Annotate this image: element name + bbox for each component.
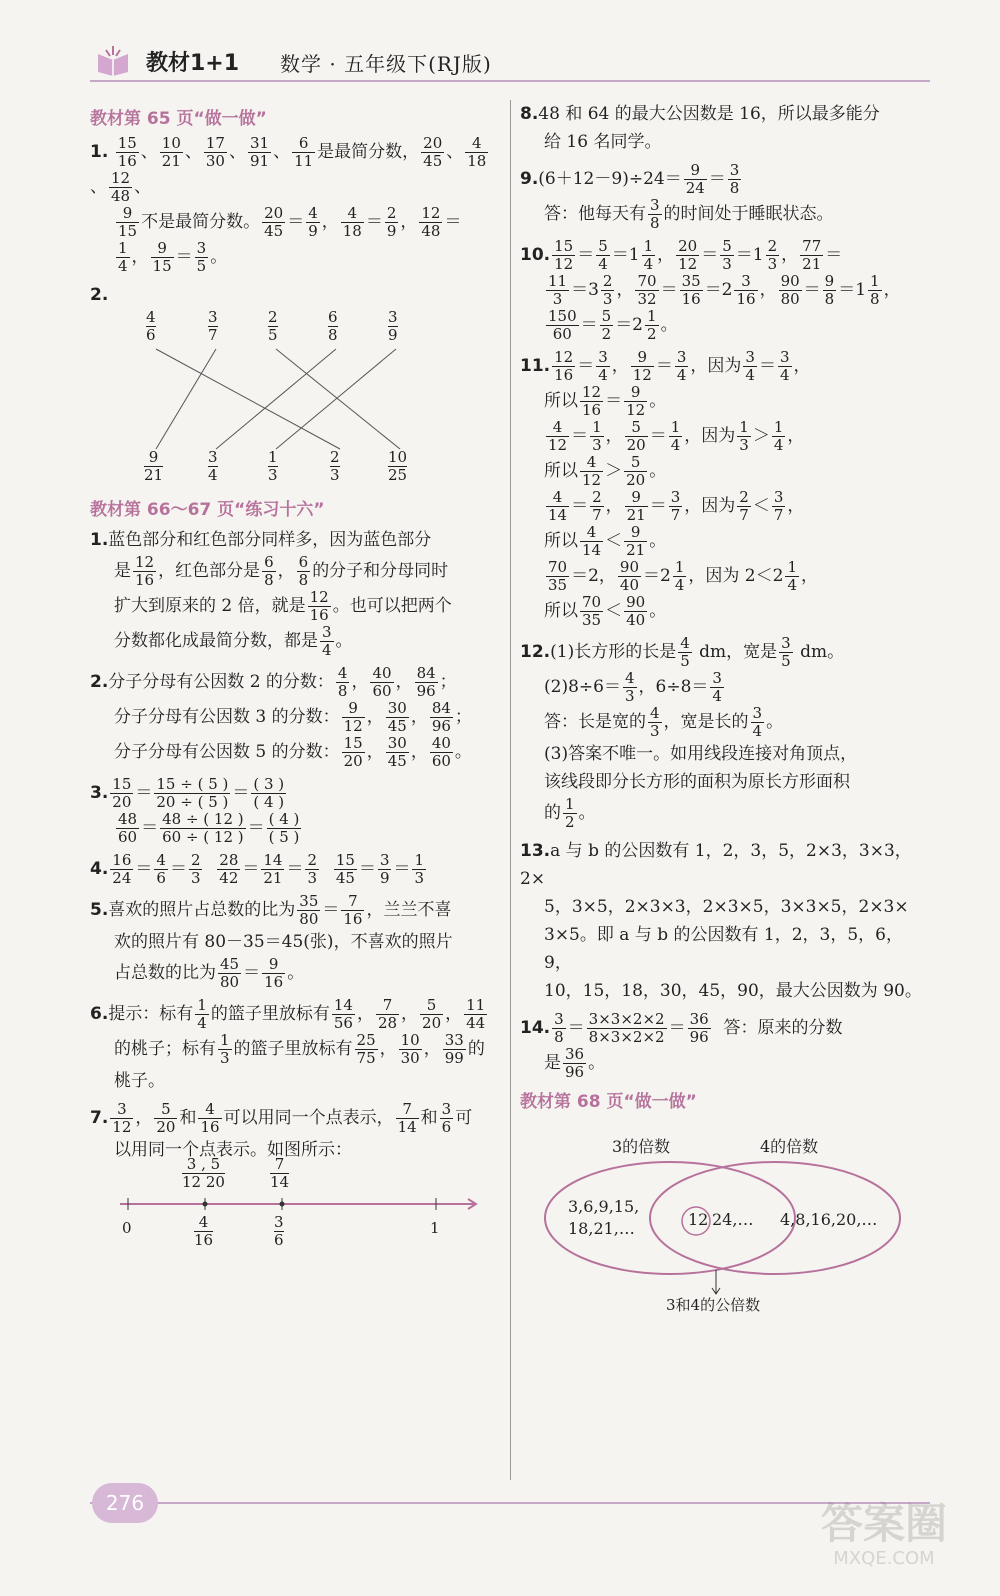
exercise-12: 12.(1)长方形的长是 $\frac{4}{5}$ dm，宽是 $\frac{3}{5}$ dm。 (2)8÷6＝ $\frac{4}{3}$ ，6÷8＝ $\frac{3}{4}$ 答：长是宽的 $\frac{4}{3}$ ，宽是长的 $\frac{3}{4}$ 。 (3)答案不唯一。如用线段连接对角顶点， 该线段即分长方形的面积为原长方形面积 的 $\frac{1}{2}$ 。 (520, 634, 858, 831)
exercise-6: 6.提示：标有 $\frac{1}{4}$ 的篮子里放标有 $\frac{14}{56}$ ， $\frac{7}{28}$ ， $\frac{5}{20}$ ， $\frac{11}{44}$ 的桃子；标有 $\frac{1}{3}$ 的篮子里放标有 $\frac{25}{75}$ ， $\frac{10}{30}$ ， $\frac{33}{99}$ 的 桃子。 (90, 996, 486, 1091)
exercise-5: 5.喜欢的照片占总数的比为 $\frac{35}{80}$ ＝ $\frac{7}{16}$ ，兰兰不喜 欢的照片有 80－35＝45(张)，不喜欢的照片 占总数的比为 $\frac{45}{80}$ ＝ $\frac{9}{16}$ 。 (90, 892, 453, 991)
header (90, 42, 930, 82)
venn-left-label: 3的倍数 (612, 1137, 671, 1156)
exercise-4: 4. $\frac{16}{24}$ ＝ $\frac{4}{6}$ ＝ $\frac{2}{3}$ $\frac{28}{42}$ ＝ $\frac{14}{21}$ ＝ $\frac{2}{3}$ $\frac{15}{45}$ ＝ $\frac{3}{9}$ ＝ $\frac{1}{3}$ (90, 851, 425, 887)
exercise-14: 14. $\frac{3}{8}$ ＝ $\frac{3\times 3\times 2\times 2}{8\times 3\times 2\times 2}$ ＝ $\frac{36}{96}$ 答：原来的分数 是 $\frac{36}{96}$ 。 (520, 1010, 843, 1081)
brand-title: 教材1+1 (146, 51, 240, 76)
exercise-13: 13.a 与 b 的公因数有 1，2，3，5，2×3，3×3，2× 5，3×5，2×3×3，2×3×5，3×3×5，2×3× 3×5。即 a 与 b 的公因数有 1，2，3，5，6，9， 10，15，18，30，45，90，最大公因数为 90。 (520, 841, 922, 1001)
exercise-7: 7. $\frac{3}{12}$ ， $\frac{5}{20}$ 和 $\frac{4}{16}$ 可以用同一个点表示， $\frac{7}{14}$ 和 $\frac{3}{6}$ 可 以用同一个点表示。如图所示： 3 , 5 12 20 7 14 4 16 3 6 0 1 (90, 1101, 500, 1254)
venn-right-label: 4的倍数 (760, 1137, 819, 1156)
exercise-9: 9.(6＋12－9)÷24＝ $\frac{9}{24}$ ＝ $\frac{3}{8}$ 答：他每天有 $\frac{3}{8}$ 的时间处于睡眠状态。 (520, 161, 834, 232)
page-number: 276 (92, 1483, 158, 1523)
venn-middle-values: 24,… (712, 1210, 754, 1229)
section-title: 教材第 68 页“做一做” (520, 1092, 697, 1112)
number-line: 3 , 5 12 20 7 14 4 16 3 6 0 1 (90, 1164, 500, 1254)
exercise-3: 3. $\frac{15}{20}$ ＝ $\frac{15 \div ( 5 )}{20 \div ( 5 )}$ ＝ $\frac{( 3 )}{( 4 )}$ $\frac{48}{60}$ ＝ $\frac{48 \div ( 12 )}{60 \div ( 12 )}$ ＝ $\frac{( 4 )}{( 5 )}$ (90, 775, 300, 846)
venn-bottom-label: 3和4的公倍数 (666, 1296, 761, 1314)
section-title: 教材第 65 页“做一做” (90, 109, 267, 129)
subject-title: 数学 · 五年级下(RJ版) (280, 52, 492, 76)
column-divider (510, 100, 511, 1480)
watermark: 答案圈 MXQE.COM (820, 1499, 947, 1569)
venn-right-values: 4,8,16,20,… (780, 1210, 878, 1229)
right-column (520, 100, 930, 1318)
answer-2-matching: 2. 4 6 3 7 2 5 6 8 3 9 9 21 3 4 1 3 2 3 10 25 (90, 281, 500, 489)
exercise-2: 2.分子分母有公因数 2 的分数： $\frac{4}{8}$ ， $\frac{40}{60}$ ， $\frac{84}{96}$ ； 分子分母有公因数 3 的分数： $\frac{9}{12}$ ， $\frac{30}{45}$ ， $\frac{84}{96}$ ； 分子分母有公因数 5 的分数： $\frac{15}{20}$ ， $\frac{30}{45}$ ， $\frac{40}{60}$ 。 (90, 664, 472, 770)
venn-left-values: 3,6,9,15, 18,21,… (568, 1197, 640, 1238)
answer-1: 1. $\frac{15}{16}$ 、 $\frac{10}{21}$ 、 $\frac{17}{30}$ 、 $\frac{31}{91}$ 、 $\frac{6}{11}$ 是最简分数， $\frac{20}{45}$ 、 $\frac{4}{18}$ 、 $\frac{12}{48}$ 、 $\frac{9}{15}$ 不是最简分数。 $\frac{20}{45}$ ＝ $\frac{4}{9}$ ， $\frac{4}{18}$ ＝ $\frac{2}{9}$ ， $\frac{12}{48}$ ＝ $\frac{1}{4}$ ， $\frac{9}{15}$ ＝ $\frac{3}{5}$ 。 (90, 134, 487, 275)
exercise-10: 10. $\frac{15}{12}$ ＝ $\frac{5}{4}$ ＝1 $\frac{1}{4}$ ， $\frac{20}{12}$ ＝ $\frac{5}{3}$ ＝1 $\frac{2}{3}$ ， $\frac{77}{21}$ ＝ $\frac{11}{3}$ ＝3 $\frac{2}{3}$ ， $\frac{70}{32}$ ＝ $\frac{35}{16}$ ＝2 $\frac{3}{16}$ ， $\frac{90}{80}$ ＝ $\frac{9}{8}$ ＝1 $\frac{1}{8}$ ， $\frac{150}{60}$ ＝ $\frac{5}{2}$ ＝2 $\frac{1}{2}$ 。 (520, 237, 901, 343)
book-logo-icon (96, 46, 130, 76)
exercise-8: 8.48 和 64 的最大公因数是 16，所以最多能分 给 16 名同学。 (520, 104, 880, 152)
section-title: 教材第 66～67 页“练习十六” (90, 500, 325, 520)
header-rule (90, 80, 930, 82)
exercise-1: 1.蓝色部分和红色部分同样多，因为蓝色部分 是 $\frac{12}{16}$ ，红色部分是 $\frac{6}{8}$ ， $\frac{6}{8}$ 的分子和分母同时 扩大到原来的 2 倍，就是 $\frac{12}{16}$ 。也可以把两个 分数都化成最简分数，都是 $\frac{3}{4}$ 。 (90, 530, 452, 659)
venn-circled-value: 12 (688, 1210, 709, 1229)
exercise-11: 11. $\frac{12}{16}$ ＝ $\frac{3}{4}$ ， $\frac{9}{12}$ ＝ $\frac{3}{4}$ ，因为 $\frac{3}{4}$ ＝ $\frac{3}{4}$ ， 所以 $\frac{12}{16}$ ＝ $\frac{9}{12}$ 。 $\frac{4}{12}$ ＝ $\frac{1}{3}$ ， $\frac{5}{20}$ ＝ $\frac{1}{4}$ ，因为 $\frac{1}{3}$ ＞ $\frac{1}{4}$ ， 所以 $\frac{4}{12}$ ＞ $\frac{5}{20}$ 。 $\frac{4}{14}$ ＝ $\frac{2}{7}$ ， $\frac{9}{21}$ ＝ $\frac{3}{7}$ ，因为 $\frac{2}{7}$ ＜ $\frac{3}{7}$ ， 所以 $\frac{4}{14}$ ＜ $\frac{9}{21}$ 。 $\frac{70}{35}$ ＝2， $\frac{90}{40}$ ＝2 $\frac{1}{4}$ ，因为 2＜2 $\frac{1}{4}$ ， 所以 $\frac{70}{35}$ ＜ $\frac{90}{40}$ 。 (520, 348, 818, 629)
venn-diagram (520, 1118, 930, 1318)
left-column (90, 100, 500, 1260)
